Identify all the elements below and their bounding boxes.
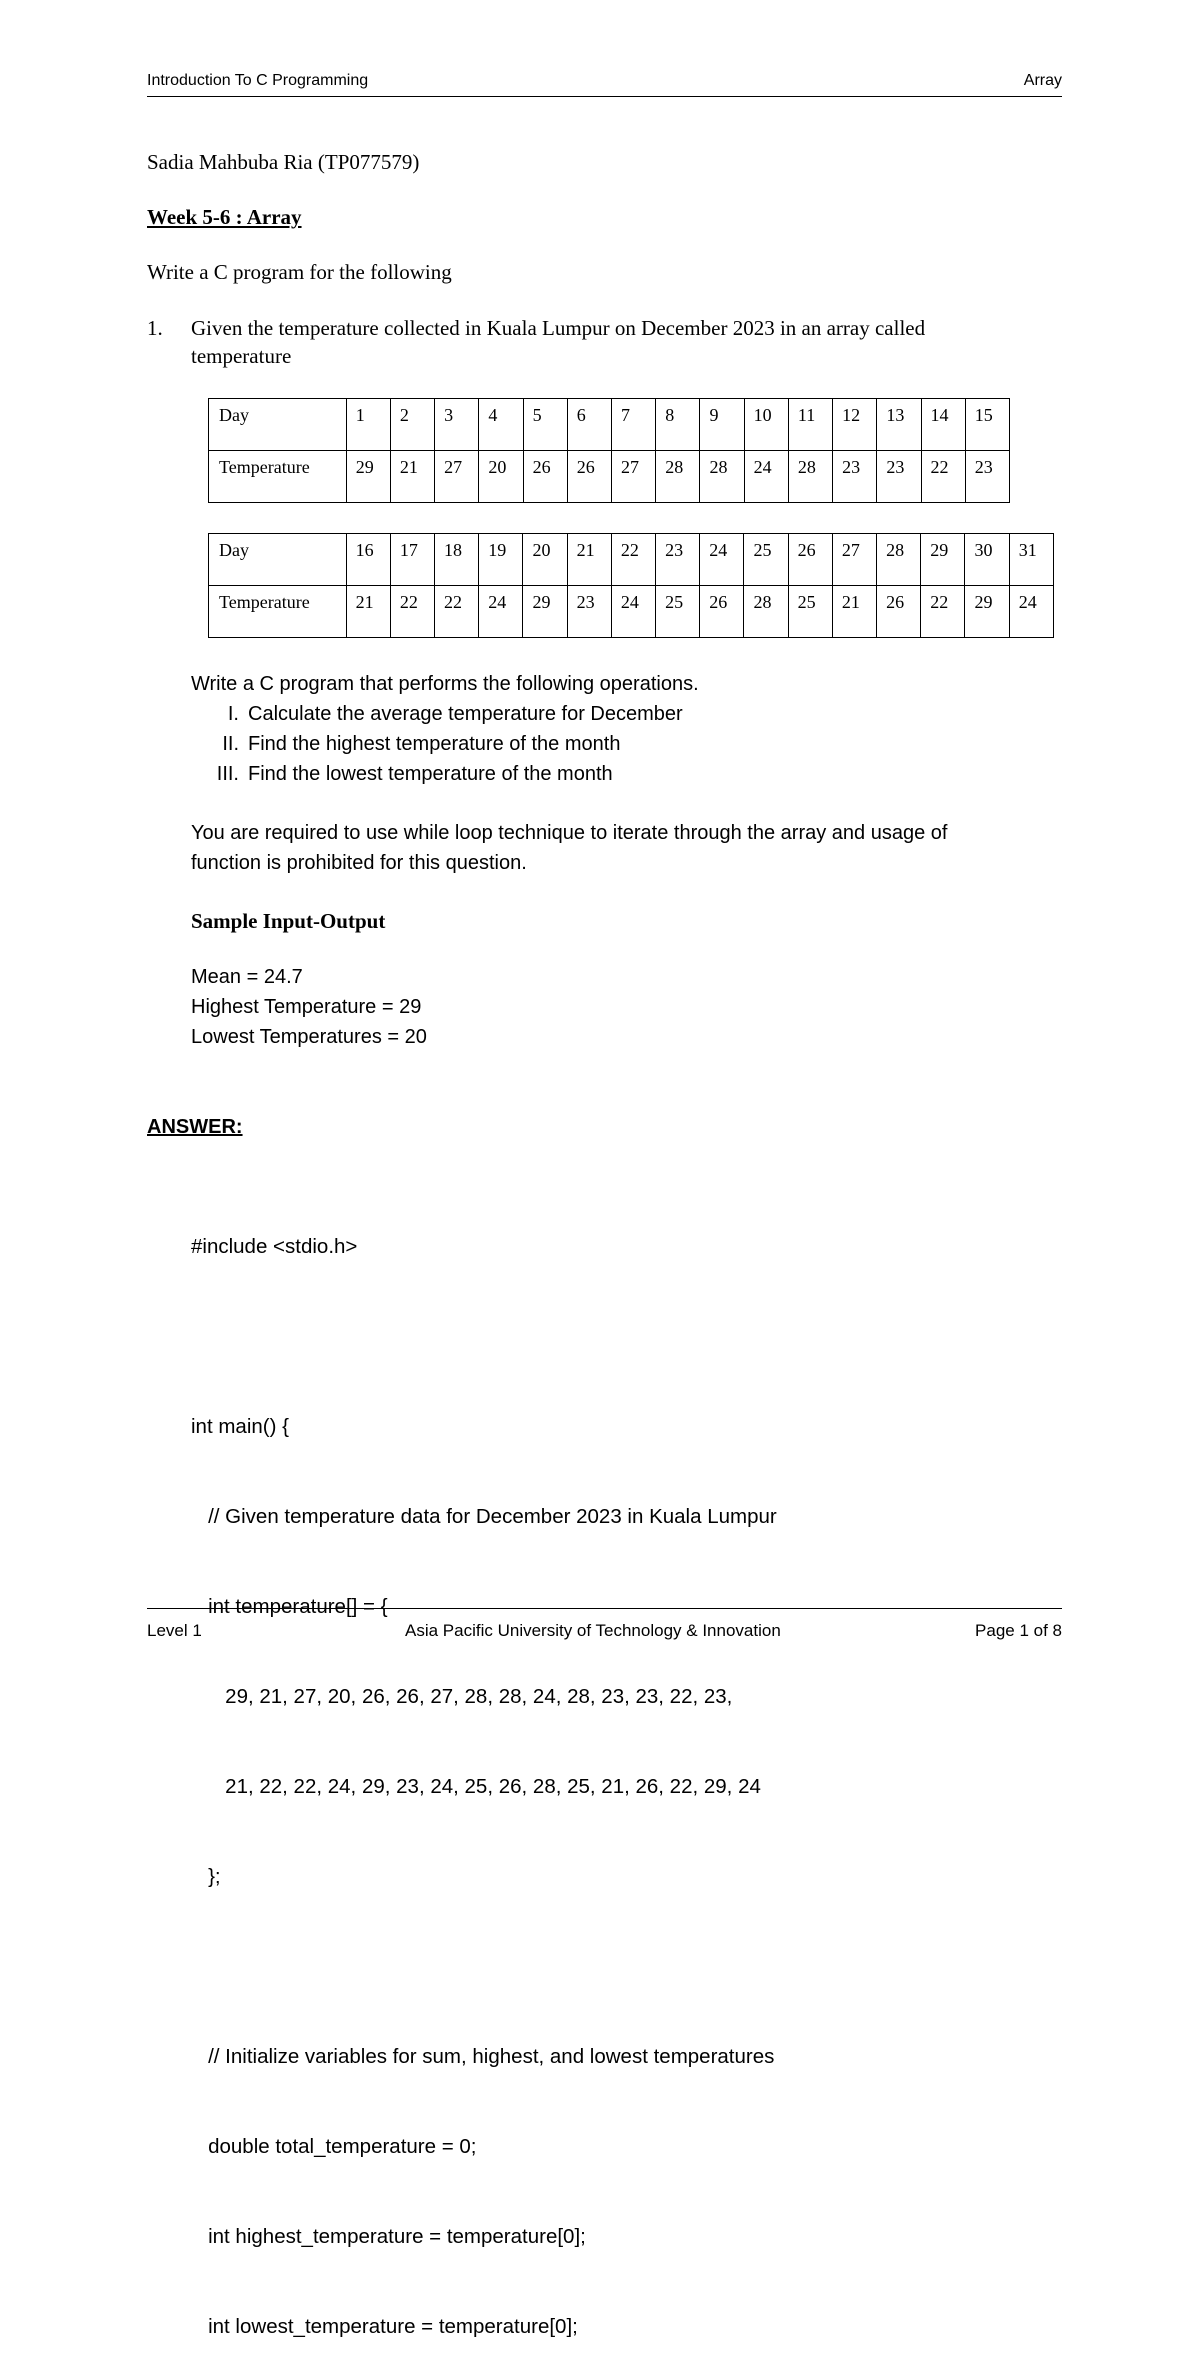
table-cell: 10 [744,399,788,451]
table-cell: 24 [479,586,523,638]
table-cell: 20 [479,451,523,503]
table-cell: 21 [346,586,390,638]
author-name: Sadia Mahbuba Ria (TP077579) [147,150,420,174]
table-cell: 28 [788,451,832,503]
question-number: 1. [147,316,163,340]
table-cell: 30 [965,534,1009,586]
operations-intro: Write a C program that performs the following operations. [191,673,699,695]
table-row-temperatures [209,451,1010,503]
table-cell: 29 [523,586,567,638]
table-cell: 18 [435,534,479,586]
operation-text: Calculate the average temperature for December [248,703,683,725]
table-cell: 9 [700,399,744,451]
table-cell: 24 [744,451,788,503]
table-row-days [209,399,1010,451]
code-line: 21, 22, 22, 24, 29, 23, 24, 25, 26, 28, 25, 21, 26, 22, 29, 24 [191,1775,761,1798]
answer-label: ANSWER: [147,1116,243,1138]
table-cell: 22 [435,586,479,638]
table-cell: 24 [611,586,655,638]
table-cell-label: Day [209,534,347,586]
table-cell: 15 [965,399,1009,451]
code-line: // Given temperature data for December 2023 in Kuala Lumpur [191,1505,777,1528]
table-cell: 29 [965,586,1009,638]
table-cell-label: Day [209,399,347,451]
question-text-line2: temperature [191,344,292,368]
code-line: int temperature[] = { [191,1595,388,1618]
table-cell: 26 [567,451,611,503]
code-line: int lowest_temperature = temperature[0]; [191,2315,578,2338]
table-cell: 28 [877,534,921,586]
code-line: double total_temperature = 0; [191,2135,477,2158]
table-cell: 28 [656,451,700,503]
operation-text: Find the highest temperature of the month [248,733,621,755]
table-cell: 29 [921,534,965,586]
operation-number: I. [227,703,239,725]
table-cell: 28 [700,451,744,503]
table-cell: 23 [965,451,1009,503]
table-cell: 8 [656,399,700,451]
table-cell: 19 [479,534,523,586]
operation-number: III. [216,763,239,785]
sample-lowest: Lowest Temperatures = 20 [191,1026,427,1048]
code-line: }; [191,1865,221,1888]
table-cell: 26 [877,586,921,638]
table-cell-label: Temperature [209,451,347,503]
table-cell: 22 [921,586,965,638]
table-cell: 22 [921,451,965,503]
code-line: 29, 21, 27, 20, 26, 26, 27, 28, 28, 24, 28, 23, 23, 22, 23, [191,1685,733,1708]
table-cell: 23 [656,534,700,586]
footer-university: Asia Pacific University of Technology & Innovation [405,1621,781,1640]
table-cell: 26 [788,534,832,586]
table-cell: 21 [390,451,434,503]
page-header [147,72,1062,97]
table-cell-label: Temperature [209,586,347,638]
requirement-line2: function is prohibited for this question. [191,852,527,874]
code-line: int main() { [191,1415,289,1438]
table-cell: 31 [1009,534,1053,586]
table-cell: 24 [1009,586,1053,638]
table-cell: 11 [788,399,832,451]
table-cell: 5 [523,399,567,451]
header-course-title: Introduction To C Programming [147,72,369,89]
table-cell: 23 [567,586,611,638]
table-cell: 26 [700,586,744,638]
sample-title: Sample Input-Output [191,909,386,933]
page-footer [147,1608,1062,1651]
code-line: // Initialize variables for sum, highest, and lowest temperatures [191,2045,775,2068]
operation-number: II. [222,733,239,755]
operation-text: Find the lowest temperature of the month [248,763,613,785]
table-cell: 22 [390,586,434,638]
table-cell: 26 [523,451,567,503]
footer-level: Level 1 [147,1621,202,1640]
table-cell: 7 [612,399,656,451]
week-title: Week 5-6 : Array [147,205,302,229]
table-cell: 25 [656,586,700,638]
table-cell: 29 [346,451,390,503]
table-row-days [209,534,1054,586]
intro-text: Write a C program for the following [147,260,452,284]
table-cell: 16 [346,534,390,586]
table-cell: 14 [921,399,965,451]
table-cell: 3 [435,399,479,451]
table-cell: 21 [832,586,876,638]
table-cell: 4 [479,399,523,451]
sample-mean: Mean = 24.7 [191,966,303,988]
table-cell: 12 [833,399,877,451]
table-row-temperatures [209,586,1054,638]
code-line: #include <stdio.h> [191,1235,358,1258]
table-cell: 6 [567,399,611,451]
code-line [191,1952,777,1982]
requirement-line1: You are required to use while loop technique to iterate through the array and usage of [191,822,948,844]
temperature-table-1 [208,398,1010,503]
table-cell: 23 [877,451,921,503]
code-line: int highest_temperature = temperature[0]; [191,2225,586,2248]
table-cell: 24 [700,534,744,586]
table-cell: 25 [744,534,788,586]
header-topic: Array [1023,72,1062,89]
footer-page-number: Page 1 of 8 [975,1621,1062,1640]
question-text-line1: Given the temperature collected in Kuala Lumpur on December 2023 in an array called [191,316,926,340]
table-cell: 17 [390,534,434,586]
table-cell: 2 [390,399,434,451]
table-cell: 28 [744,586,788,638]
table-cell: 21 [567,534,611,586]
table-cell: 1 [346,399,390,451]
table-cell: 27 [612,451,656,503]
table-cell: 23 [833,451,877,503]
table-cell: 27 [832,534,876,586]
sample-highest: Highest Temperature = 29 [191,996,422,1018]
code-line [191,1322,777,1352]
table-cell: 25 [788,586,832,638]
table-cell: 27 [435,451,479,503]
table-cell: 20 [523,534,567,586]
code-block [191,1172,777,2372]
table-cell: 22 [611,534,655,586]
table-cell: 13 [877,399,921,451]
temperature-table-2 [208,533,1054,638]
